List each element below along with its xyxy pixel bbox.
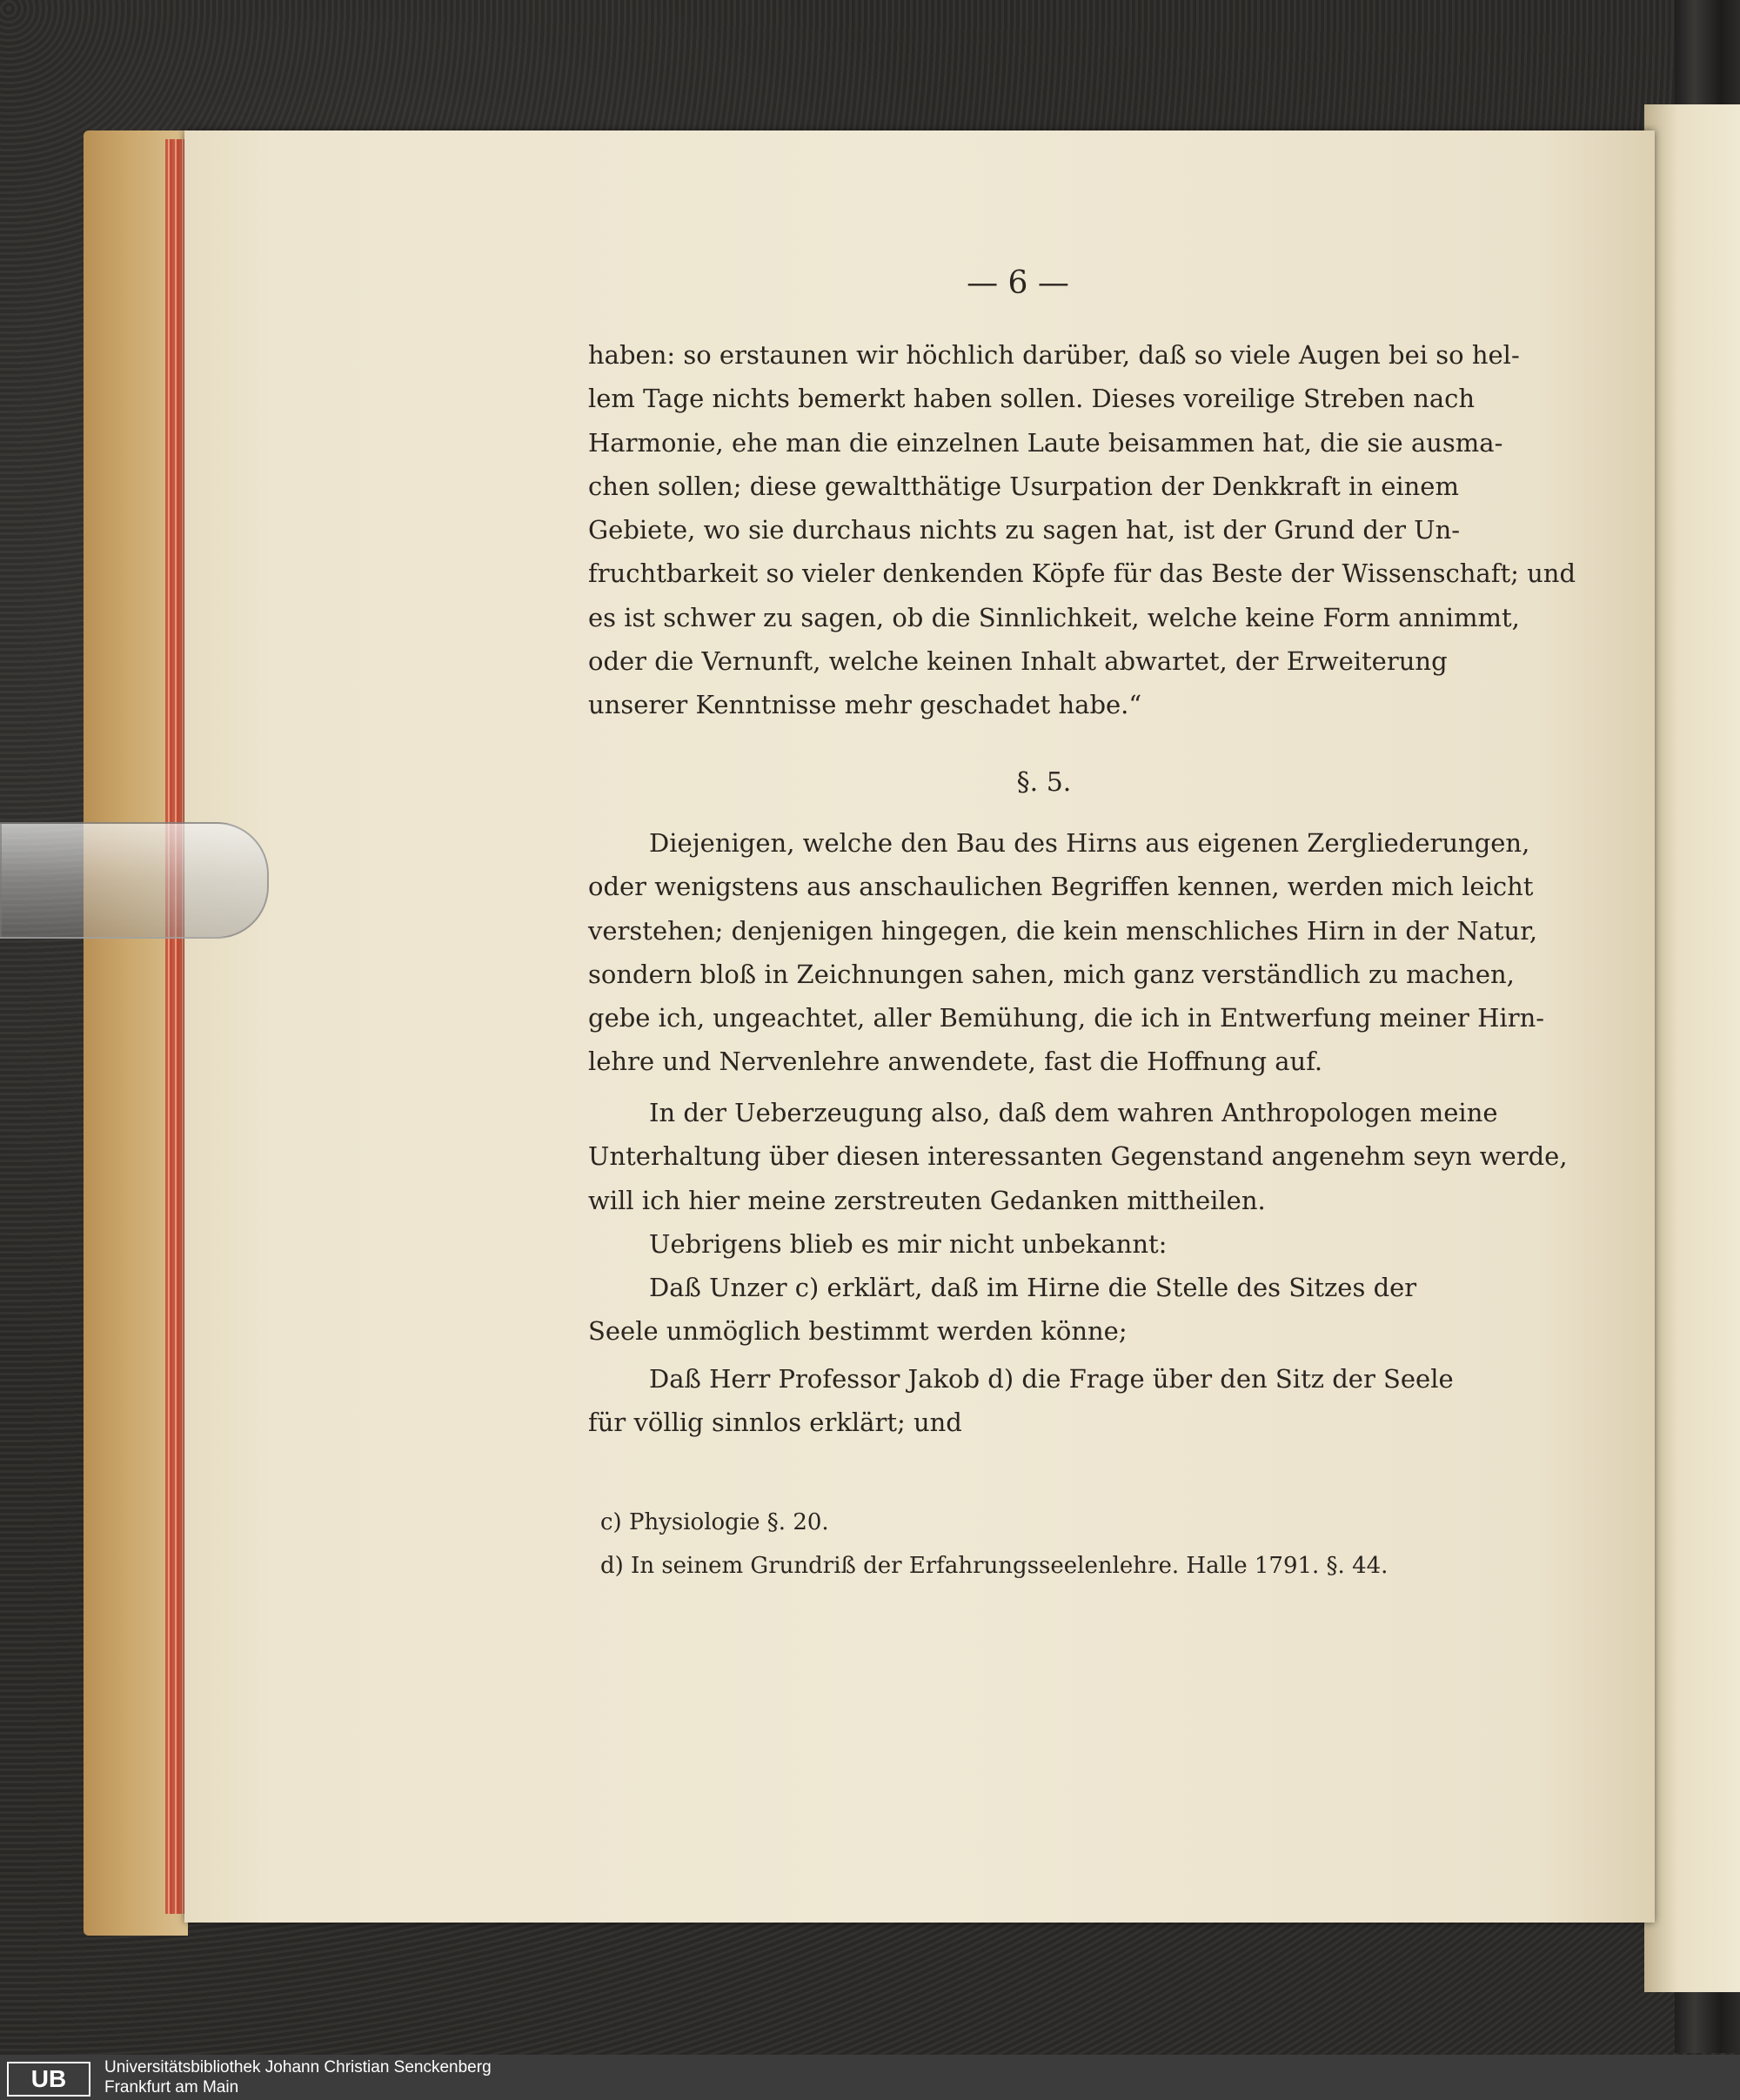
text-line: für völlig sinnlos erklärt; und <box>588 1408 962 1438</box>
text-line: unserer Kenntnisse mehr geschadet habe.“ <box>588 690 1142 720</box>
text-line: Daß Unzer c) erklärt, daß im Hirne die Stelle des Sitzes der <box>649 1273 1417 1302</box>
text-line: es ist schwer zu sagen, ob die Sinnlichkeit, welche keine Form annimmt, <box>588 602 1520 632</box>
text-line: oder wenigstens aus anschaulichen Begriffen kennen, werden mich leicht <box>588 872 1534 902</box>
text-line: Seele unmöglich bestimmt werden könne; <box>588 1316 1128 1347</box>
text-line: lehre und Nervenlehre anwendete, fast die Hoffnung auf. <box>588 1047 1323 1077</box>
text-line: Uebrigens blieb es mir nicht unbekannt: <box>649 1229 1168 1259</box>
text-line: Unterhaltung über diesen interessanten Gegenstand angenehm seyn werde, <box>588 1141 1568 1172</box>
text-line: Harmonie, ehe man die einzelnen Laute beisammen hat, die sie ausma- <box>588 427 1503 458</box>
paragraph-3 <box>588 1091 1568 1222</box>
footnote: c) Physiologie §. 20. <box>600 1509 829 1535</box>
text-line: Gebiete, wo sie durchaus nichts zu sagen hat, ist der Grund der Un- <box>588 515 1461 545</box>
library-footer <box>0 2055 1740 2100</box>
text-line: verstehen; denjenigen hingegen, die kein menschliches Hirn in der Natur, <box>588 915 1538 946</box>
text-line: sondern bloß in Zeichnungen sahen, mich ganz verständlich zu machen, <box>588 959 1515 989</box>
text-line: fruchtbarkeit so vieler denkenden Köpfe für das Beste der Wissenschaft; und <box>588 558 1576 589</box>
facing-page-edge <box>1644 104 1740 1992</box>
paragraph-6 <box>588 1357 1454 1445</box>
text-line: will ich hier meine zerstreuten Gedanken mittheilen. <box>588 1185 1266 1215</box>
library-name: Universitätsbibliothek Johann Christian Senckenberg <box>104 2058 492 2077</box>
paragraph-5 <box>588 1266 1441 1354</box>
library-city: Frankfurt am Main <box>104 2078 239 2097</box>
footnote: d) In seinem Grundriß der Erfahrungsseelenlehre. Halle 1791. §. 44. <box>600 1553 1389 1580</box>
text-line: lem Tage nichts bemerkt haben sollen. Dieses voreilige Streben nach <box>588 384 1476 414</box>
text-line: Diejenigen, welche den Bau des Hirns aus eigenen Zergliederungen, <box>649 828 1530 858</box>
library-logo[interactable]: UB <box>7 2062 90 2097</box>
text-line: chen sollen; diese gewaltthätige Usurpation der Denkkraft in einem <box>588 471 1459 501</box>
text-line: In der Ueberzeugung also, daß dem wahren Anthropologen meine <box>649 1098 1498 1127</box>
red-page-edge <box>165 139 184 1914</box>
text-line: haben: so erstaunen wir höchlich darüber, daß so viele Augen bei so hel- <box>588 340 1520 370</box>
paragraph-2 <box>588 821 1545 1084</box>
footnotes <box>600 1501 1453 1588</box>
paragraph-1 <box>588 333 1576 727</box>
section-heading: §. 5. <box>1016 767 1072 798</box>
page-holder-clip <box>0 822 269 939</box>
paragraph-4 <box>588 1222 1441 1266</box>
text-line: oder die Vernunft, welche keinen Inhalt abwartet, der Erweiterung <box>588 646 1448 677</box>
text-line: Daß Herr Professor Jakob d) die Frage über den Sitz der Seele <box>649 1364 1454 1394</box>
text-line: gebe ich, ungeachtet, aller Bemühung, die ich in Entwerfung meiner Hirn- <box>588 1003 1545 1033</box>
page-number: — 6 — <box>967 265 1069 301</box>
